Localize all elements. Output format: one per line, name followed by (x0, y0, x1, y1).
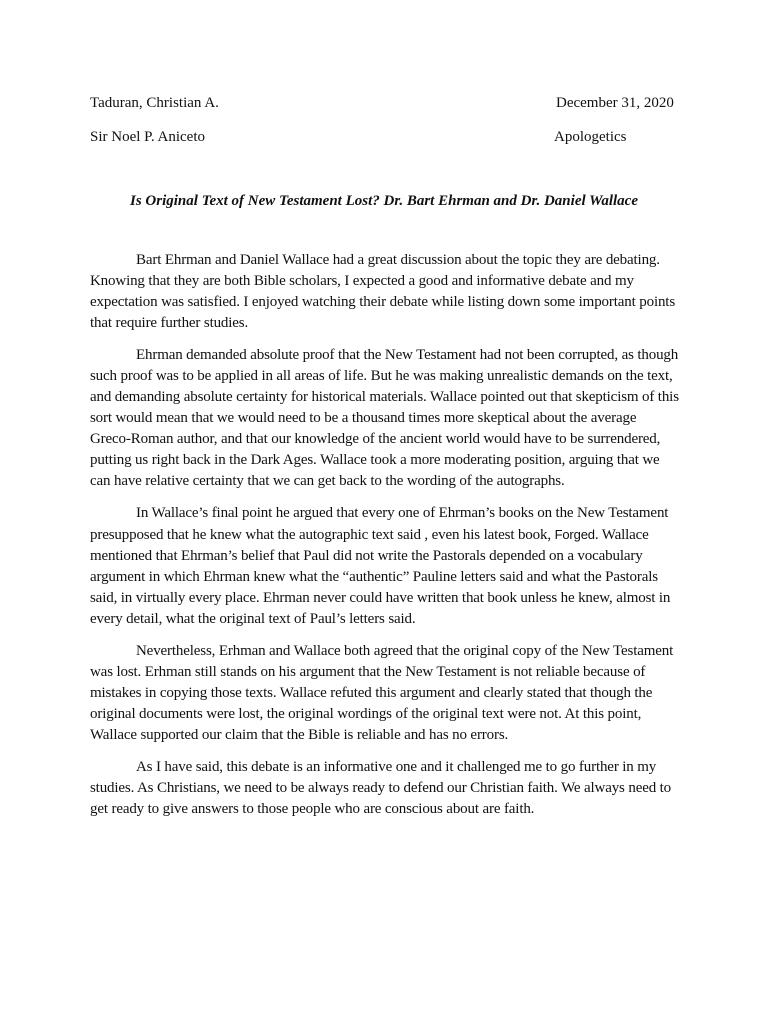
paragraph-2: Ehrman demanded absolute proof that the New Testament had not been corrupted, as though such proof was to be applied in all areas of life. But he was making unrealistic demands on the text, and demanding absolute certainty for historical materials. Wallace pointed out that skepticism of this sort would mean that we would need to be a thousand times more skeptical about the average Greco-Roman author, and that our knowledge of the ancient world would have to be surrendered, putting us right back in the Dark Ages. Wallace took a more moderating position, arguing that we can have relative certainty that we can get back to the wording of the autographs. (90, 347, 679, 489)
header-row-1 (90, 93, 678, 113)
header-row-2 (90, 127, 678, 147)
document-body (90, 250, 680, 831)
book-title-forged: Forged (554, 527, 595, 542)
subject-name: Apologetics (554, 129, 627, 145)
paragraph-3-before: In Wallace’s final point he argued that every one of Ehrman’s books on the New Testament presupposed that he knew what the autographic text said , even his latest book, (90, 505, 669, 543)
paragraph-1: Bart Ehrman and Daniel Wallace had a great discussion about the topic they are debating. Knowing that they are both Bible scholars, I expected a good and informative debate and my expectation was satisfied. I enjoyed watching their debate while listing down some important points that require further studies. (90, 252, 676, 331)
student-name: Taduran, Christian A. (90, 95, 219, 111)
instructor-name: Sir Noel P. Aniceto (90, 129, 205, 145)
document-title: Is Original Text of New Testament Lost? Dr. Bart Ehrman and Dr. Daniel Wallace (130, 193, 638, 209)
paragraph-3-after: . Wallace mentioned that Ehrman’s belief that Paul did not write the Pastorals depended on a vocabulary argument in which Ehrman knew what the “authentic” Pauline letters said and what the Pastorals said, in virtually every place. Ehrman never could have written that book unless he knew, almost in every detail, what the original text of Paul’s letters said. (90, 527, 671, 627)
paragraph-5: As I have said, this debate is an informative one and it challenged me to go further in my studies. As Christians, we need to be always ready to defend our Christian faith. We always need to get ready to give answers to those people who are conscious about are faith. (90, 759, 672, 817)
paragraph-4: Nevertheless, Erhman and Wallace both agreed that the original copy of the New Testament was lost. Erhman still stands on his argument that the New Testament is not reliable because of mistakes in copying those texts. Wallace refuted this argument and clearly stated that though the original documents were lost, the original wordings of the original text were not. At this point, Wallace supported our claim that the Bible is reliable and has no errors. (90, 643, 674, 743)
document-date: December 31, 2020 (556, 95, 674, 111)
paragraph-3 (90, 503, 680, 630)
